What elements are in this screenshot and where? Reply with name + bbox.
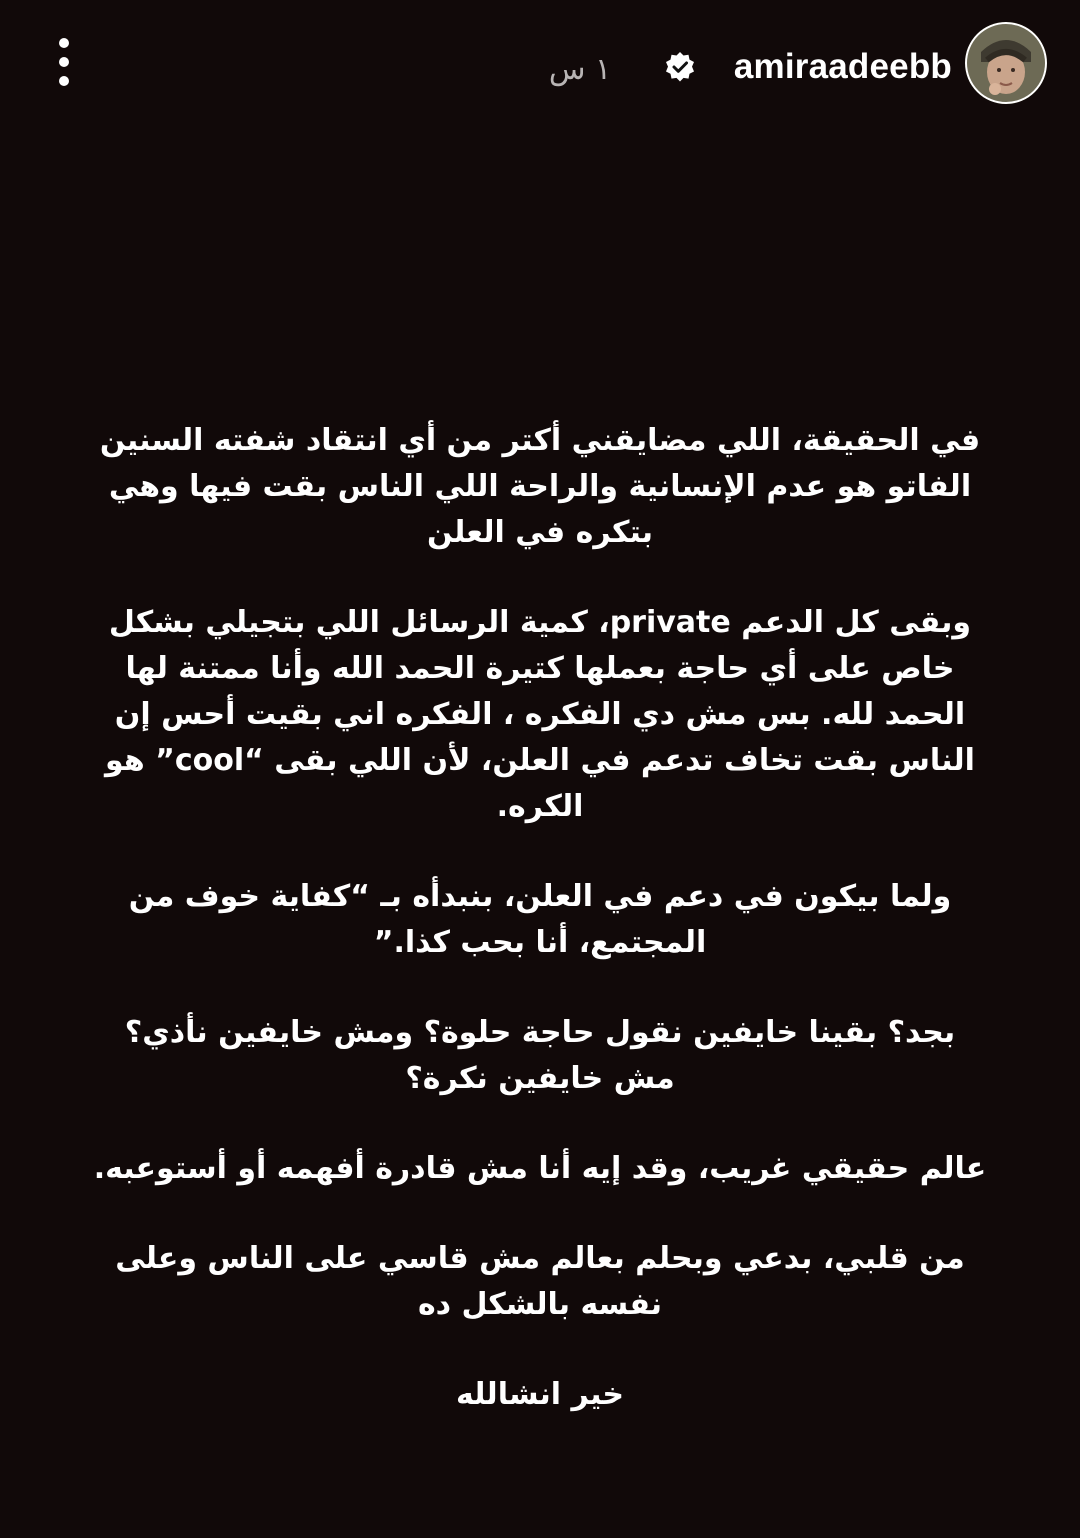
- verified-badge-icon: [664, 51, 696, 83]
- more-vertical-icon: [59, 38, 69, 48]
- story-timestamp: ١ س: [548, 52, 612, 87]
- story-paragraph-3: ولما بيكون في دعم في العلن، بنبدأه بـ “كفاية خوف من المجتمع، أنا بحب كذا.”: [128, 879, 952, 960]
- more-options-button[interactable]: [48, 38, 80, 86]
- story-paragraph-7: خير انشالله: [455, 1377, 625, 1412]
- story-paragraph-6: من قلبي، بدعي وبحلم بعالم مش قاسي على الناس وعلى نفسه بالشكل ده: [115, 1241, 965, 1322]
- avatar[interactable]: [965, 22, 1047, 104]
- username[interactable]: amiraadeebb: [733, 47, 952, 86]
- story-text: [90, 418, 990, 1418]
- story-paragraph-5: عالم حقيقي غريب، وقد إيه أنا مش قادرة أفهمه أو أستوعبه.: [93, 1151, 987, 1186]
- story-paragraph-2: وبقى كل الدعم private، كمية الرسائل اللي بتجيلي بشكل خاص على أي حاجة بعملها كتيرة الحمد الله وأنا ممتنة لها الحمد لله. بس مش دي الفكره ، الفكره اني بقيت أحس إن الناس بقت تخاف تدعم في العلن، لأن اللي بقى “cool” هو الكره.: [105, 605, 975, 824]
- story-paragraph-4: بجد؟ بقينا خايفين نقول حاجة حلوة؟ ومش خايفين نأذي؟ مش خايفين نكرة؟: [124, 1015, 956, 1096]
- story-paragraph-1: في الحقيقة، اللي مضايقني أكتر من أي انتقاد شفته السنين الفاتو هو عدم الإنسانية والراحة اللي الناس بقت فيها وهي بتكره في العلن: [99, 423, 981, 550]
